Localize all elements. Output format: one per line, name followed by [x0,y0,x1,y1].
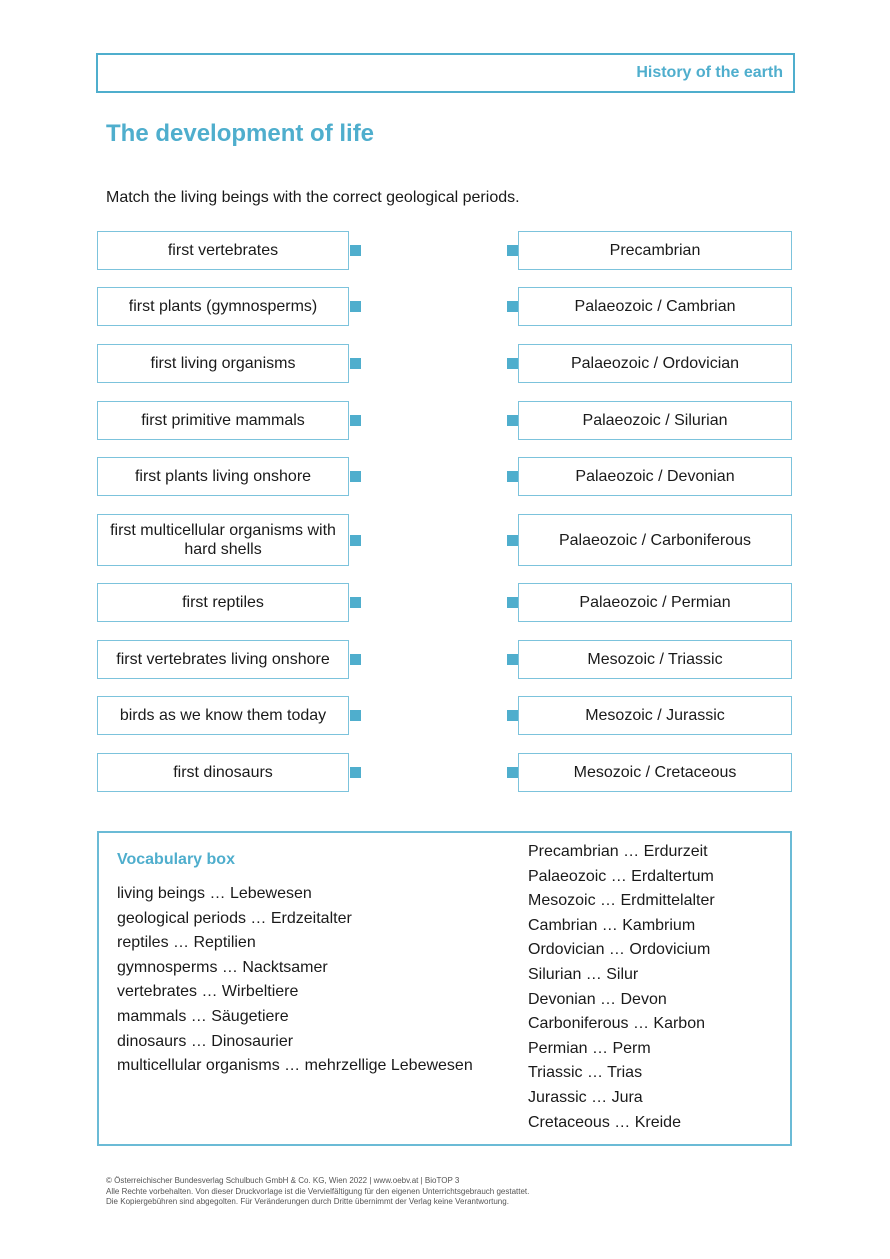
living-being-item[interactable]: first primitive mammals [97,401,349,440]
vocabulary-entry: Triassic … Trias [528,1064,643,1082]
vocabulary-entry: dinosaurs … Dinosaurier [117,1032,294,1050]
living-being-item[interactable]: first vertebrates [97,231,349,270]
vocabulary-entry: multicellular organisms … mehrzellige Lebewesen [117,1057,473,1075]
period-item[interactable]: Mesozoic / Triassic [518,640,792,679]
vocabulary-entry: Cambrian … Kambrium [528,916,696,934]
right-connector-dot[interactable] [507,245,518,256]
vocabulary-entry: living beings … Lebewesen [117,885,312,902]
period-item[interactable]: Mesozoic / Cretaceous [518,753,792,792]
vocabulary-entry: Precambrian … Erdurzeit [528,843,708,860]
left-connector-dot[interactable] [350,597,361,608]
vocabulary-entry: mammals … Säugetiere [117,1007,289,1025]
living-being-item[interactable]: first living organisms [97,344,349,383]
right-connector-dot[interactable] [507,767,518,778]
vocabulary-list-right [528,840,715,1135]
period-item[interactable]: Palaeozoic / Ordovician [518,344,792,383]
period-item[interactable]: Palaeozoic / Cambrian [518,287,792,326]
right-connector-dot[interactable] [507,654,518,665]
left-connector-dot[interactable] [350,245,361,256]
living-being-item[interactable]: birds as we know them today [97,696,349,735]
vocabulary-entry: gymnosperms … Nacktsamer [117,958,328,976]
living-being-item[interactable]: first reptiles [97,583,349,622]
right-connector-dot[interactable] [507,358,518,369]
left-connector-dot[interactable] [350,710,361,721]
page-title: The development of life [106,120,375,147]
left-connector-dot[interactable] [350,654,361,665]
left-connector-dot[interactable] [350,301,361,312]
living-being-item[interactable]: first plants (gymnosperms) [97,287,349,326]
period-item[interactable]: Precambrian [518,231,792,270]
living-being-item[interactable]: first dinosaurs [97,753,349,792]
vocabulary-entry: Carboniferous … Karbon [528,1015,705,1033]
left-connector-dot[interactable] [350,767,361,778]
vocabulary-entry: vertebrates … Wirbeltiere [117,983,299,1001]
header-label: History of the earth [636,64,783,81]
footer-line: Alle Rechte vorbehalten. Von dieser Druckvorlage ist die Vervielfältigung für den eigenen Unterrichtsgebrauch gestattet. [106,1186,530,1196]
right-connector-dot[interactable] [507,535,518,546]
left-connector-dot[interactable] [350,358,361,369]
vocabulary-entry: Silurian … Silur [528,965,639,983]
vocabulary-entry: Jurassic … Jura [528,1088,643,1106]
period-item[interactable]: Palaeozoic / Silurian [518,401,792,440]
period-item[interactable]: Palaeozoic / Carboniferous [518,514,792,566]
vocabulary-entry: geological periods … Erdzeitalter [117,909,352,927]
left-connector-dot[interactable] [350,415,361,426]
period-item[interactable]: Palaeozoic / Permian [518,583,792,622]
vocabulary-entry: Permian … Perm [528,1039,651,1057]
left-connector-dot[interactable] [350,535,361,546]
living-being-item[interactable]: first plants living onshore [97,457,349,496]
right-connector-dot[interactable] [507,471,518,482]
footer-line: © Österreichischer Bundesverlag Schulbuch GmbH & Co. KG, Wien 2022 | www.oebv.at | BioTOP 3 [106,1176,460,1185]
right-connector-dot[interactable] [507,301,518,312]
vocabulary-list-left [117,882,473,1079]
living-being-item[interactable]: first multicellular organisms with hard shells [97,514,349,566]
living-being-item[interactable]: first vertebrates living onshore [97,640,349,679]
right-connector-dot[interactable] [507,710,518,721]
right-connector-dot[interactable] [507,415,518,426]
vocabulary-title: Vocabulary box [117,851,235,868]
header-box [96,53,795,93]
copyright-footer [106,1176,529,1208]
right-connector-dot[interactable] [507,597,518,608]
vocabulary-entry: Cretaceous … Kreide [528,1113,681,1131]
footer-line: Die Kopiergebühren sind abgegolten. Für Veränderungen durch Dritte übernimmt der Verlag keine Verantwortung. [106,1197,509,1206]
vocabulary-entry: Devonian … Devon [528,990,667,1008]
period-item[interactable]: Mesozoic / Jurassic [518,696,792,735]
vocabulary-entry: reptiles … Reptilien [117,934,256,952]
instruction-text: Match the living beings with the correct geological periods. [106,189,520,206]
vocabulary-entry: Mesozoic … Erdmittelalter [528,892,715,910]
vocabulary-entry: Ordovician … Ordovicium [528,941,711,959]
period-item[interactable]: Palaeozoic / Devonian [518,457,792,496]
vocabulary-entry: Palaeozoic … Erdaltertum [528,867,714,885]
left-connector-dot[interactable] [350,471,361,482]
